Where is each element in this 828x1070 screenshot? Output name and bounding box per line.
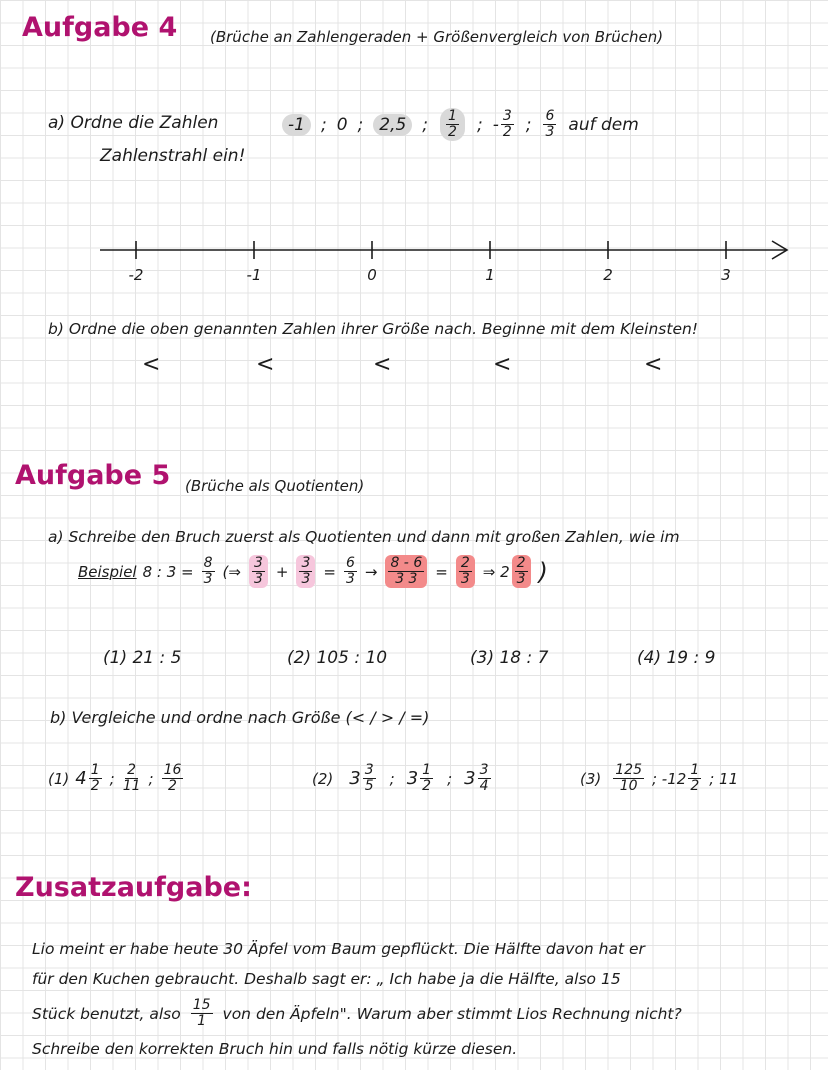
b2-frac-2: $\frac{1}{2}$: [422, 762, 432, 794]
separator: ;: [525, 114, 532, 135]
task5-b2: [312, 763, 493, 794]
fraction-three-halves: $\frac{3}{2}$: [502, 108, 512, 140]
extra-line-3a: Stück benutzt, also: [32, 1004, 181, 1023]
task4-title: Aufgabe 4: [22, 12, 178, 43]
extra-line-4: Schreibe den korrekten Bruch hin und falls nötig kürze diesen.: [32, 1040, 518, 1058]
b2-whole-2: 3: [406, 768, 419, 789]
fraction-six-thirds: $\frac{6}{3}$: [545, 108, 555, 140]
separator: ;: [476, 114, 483, 135]
example-frac-2-3: $\frac{2}{3}$: [456, 555, 475, 588]
number-zero: 0: [336, 114, 348, 135]
right-arrow: →: [364, 562, 378, 581]
number-minus-one: -1: [282, 114, 311, 136]
task5-item-4: (4) 19 : 9: [637, 648, 716, 668]
b3-frac-1: $\frac{125}{10}$: [615, 762, 642, 794]
task4-subtitle: (Brüche an Zahlengeraden + Größenvergleich von Brüchen): [210, 28, 664, 46]
tick-label: 1: [485, 266, 495, 284]
extra-line-3: [32, 998, 682, 1029]
tick-label: 2: [603, 266, 613, 284]
task4-a-line2: Zahlenstrahl ein!: [100, 146, 246, 166]
number-two-five: 2,5: [373, 114, 412, 136]
b3-end: ; 11: [709, 769, 739, 788]
example-part-2: $\frac{3}{3}$: [296, 555, 315, 588]
separator: ;: [389, 769, 395, 788]
extra-frac-15-1: $\frac{15}{1}$: [192, 997, 211, 1029]
b1-frac-3: $\frac{16}{2}$: [163, 762, 182, 794]
fraction-one-half: $\frac{1}{2}$: [440, 108, 465, 141]
b1-frac-2: $\frac{2}{11}$: [122, 762, 141, 794]
task5-a-text: a) Schreibe den Bruch zuerst als Quotienten und dann mit großen Zahlen, wie im: [48, 528, 680, 546]
example-part-1: $\frac{3}{3}$: [249, 555, 268, 588]
task5-title: Aufgabe 5: [15, 460, 171, 491]
task4-a-tail: auf dem: [568, 114, 639, 135]
b3-mid: ; -12: [651, 769, 687, 788]
separator: ;: [447, 769, 453, 788]
less-than-4: <: [493, 352, 512, 377]
task5-subtitle: (Brüche als Quotienten): [185, 477, 365, 495]
task5-item-2: (2) 105 : 10: [287, 648, 388, 668]
implies-two: ⇒ 2: [482, 562, 510, 581]
separator: ;: [148, 769, 154, 788]
equals-sign: =: [435, 562, 448, 581]
less-than-1: <: [142, 352, 161, 377]
tick-label: -1: [246, 266, 262, 284]
tick-label: -2: [128, 266, 144, 284]
b2-whole-3: 3: [464, 768, 476, 789]
example-frac-8-3: $\frac{8}{3}$: [203, 555, 213, 587]
b1-whole: 4: [75, 768, 87, 789]
separator: ;: [422, 114, 429, 135]
extra-title: Zusatzaufgabe:: [15, 872, 252, 903]
task4-b-text: b) Ordne die oben genannten Zahlen ihrer Größe nach. Beginne mit dem Kleinsten!: [48, 320, 699, 338]
task5-b-text: b) Vergleiche und ordne nach Größe (< / > / =): [50, 708, 430, 727]
number-line: [0, 0, 828, 300]
minus-sign: -: [492, 114, 499, 135]
b1-frac-1: $\frac{1}{2}$: [90, 762, 100, 794]
separator: ;: [109, 769, 115, 788]
b2-label: (2): [312, 769, 334, 788]
task5-example: [78, 555, 548, 588]
extra-line-1: Lio meint er habe heute 30 Äpfel vom Baum gepflückt. Die Hälfte davon hat er: [32, 940, 645, 958]
less-than-2: <: [256, 352, 275, 377]
less-than-5: <: [644, 352, 663, 377]
task4-a-label: a) Ordne die Zahlen: [48, 113, 219, 133]
example-mixed-frac: $\frac{2}{3}$: [512, 555, 531, 588]
example-frac-6-3: $\frac{6}{3}$: [345, 555, 355, 587]
extra-line-2: für den Kuchen gebraucht. Deshalb sagt er: „ Ich habe ja die Hälfte, also 15: [32, 970, 621, 988]
b3-label: (3): [580, 769, 602, 788]
tick-label: 0: [367, 266, 377, 284]
b2-frac-1: $\frac{3}{5}$: [364, 762, 374, 794]
task5-item-1: (1) 21 : 5: [103, 648, 182, 668]
task5-b3: [580, 763, 738, 794]
task5-b1: [48, 763, 185, 794]
b2-frac-3: $\frac{3}{4}$: [479, 762, 489, 794]
equals-sign: =: [323, 562, 336, 581]
example-start: 8 : 3 =: [142, 562, 194, 581]
b3-frac-2: $\frac{1}{2}$: [690, 762, 700, 794]
example-difference: $\frac{8 - 6}{3 3}$: [385, 555, 427, 588]
close-paren: ): [538, 557, 548, 586]
b1-label: (1): [48, 769, 70, 788]
example-arrow: (⇒: [222, 562, 241, 581]
task5-item-3: (3) 18 : 7: [470, 648, 549, 668]
separator: ;: [357, 114, 364, 135]
extra-line-3b: von den Äpfeln". Warum aber stimmt Lios Rechnung nicht?: [222, 1004, 682, 1023]
beispiel-label: Beispiel: [78, 562, 137, 581]
plus-sign: +: [275, 562, 289, 581]
less-than-3: <: [373, 352, 392, 377]
tick-label: 3: [721, 266, 731, 284]
separator: ;: [320, 114, 327, 135]
b2-whole-1: 3: [349, 768, 361, 789]
